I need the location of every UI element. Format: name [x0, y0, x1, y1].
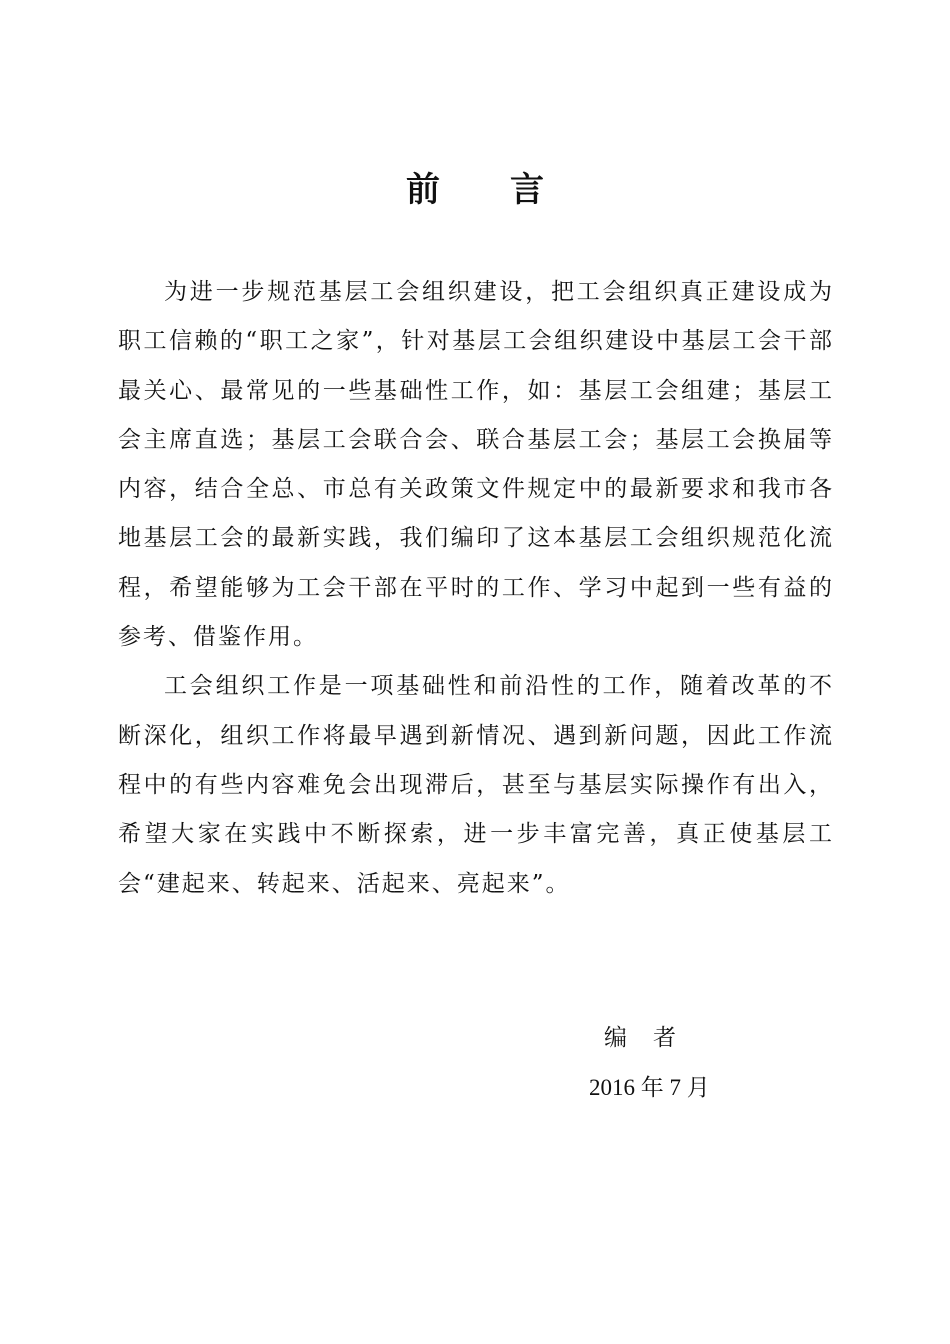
- title-char-1: 前: [406, 170, 440, 210]
- signature-char-2: 者: [653, 1025, 676, 1051]
- preface-body: [118, 268, 834, 909]
- title-char-2: 言: [510, 170, 544, 210]
- paragraph-1: 为进一步规范基层工会组织建设，把工会组织真正建设成为职工信赖的“职工之家”，针对基层工会组织建设中基层工会干部最关心、最常见的一些基础性工作，如：基层工会组建；基层工会主席直选；基层工会联合会、联合基层工会；基层工会换届等内容，结合全总、市总有关政策文件规定中的最新要求和我市各地基层工会的最新实践，我们编印了这本基层工会组织规范化流程，希望能够为工会干部在平时的工作、学习中起到一些有益的参考、借鉴作用。: [118, 279, 834, 651]
- author-signature: [604, 1020, 676, 1056]
- paragraph-2: 工会组织工作是一项基础性和前沿性的工作，随着改革的不断深化，组织工作将最早遇到新情况、遇到新问题，因此工作流程中的有些内容难免会出现滞后，甚至与基层实际操作有出入，希望大家在实践中不断探索，进一步丰富完善，真正使基层工会“建起来、转起来、活起来、亮起来”。: [118, 673, 834, 897]
- publication-date: 2016 年 7 月: [589, 1075, 710, 1100]
- page-title: [0, 165, 950, 215]
- signature-char-1: 编: [604, 1025, 627, 1051]
